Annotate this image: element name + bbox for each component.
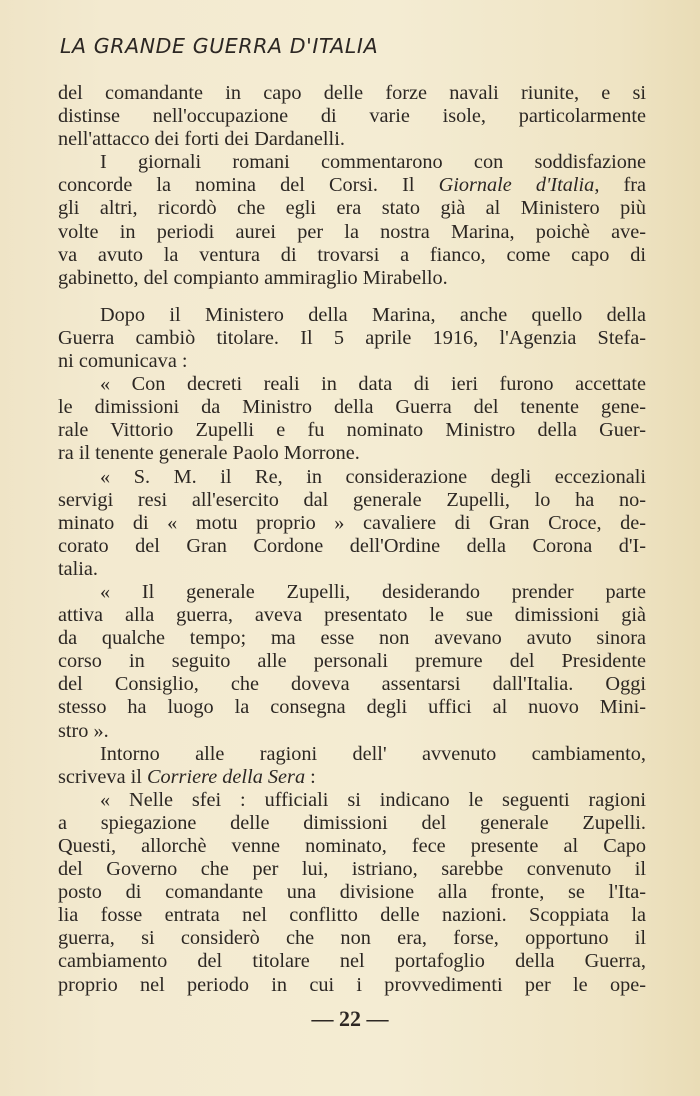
text-line: guerra, si considerò che non era, forse, opportuno il <box>58 927 646 950</box>
text-line: « Con decreti reali in data di ieri furono accettate <box>100 373 646 396</box>
text-line: rale Vittorio Zupelli e fu nominato Ministro della Guer- <box>58 419 646 442</box>
text-line: corso in seguito alle personali premure del Presidente <box>58 650 646 673</box>
text-line: lia fosse entrata nel conflitto delle nazioni. Scoppiata la <box>58 904 646 927</box>
paragraph <box>58 466 646 581</box>
paragraph <box>58 789 646 997</box>
text-line: I giornali romani commentarono con soddisfazione <box>100 151 646 174</box>
text-line: Questi, allorchè venne nominato, fece presente al Capo <box>58 835 646 857</box>
text-line: talia. <box>58 557 98 580</box>
paragraph <box>58 82 646 151</box>
newspaper-title: Corriere della Sera <box>146 765 306 788</box>
paragraph <box>58 304 646 373</box>
text-line: nell'attacco dei forti dei Dardanelli. <box>58 128 345 151</box>
text-line: stesso ha luogo la consegna degli uffici al nuovo Mini- <box>58 696 646 719</box>
paragraph <box>58 373 646 465</box>
text-line: servigi resi all'esercito dal generale Zupelli, lo ha no- <box>58 488 646 511</box>
page-number: — 22 — <box>311 1006 389 1031</box>
body-text <box>58 82 646 997</box>
text-line: gli altri, ricordò che egli era stato già al Ministero più <box>58 197 646 220</box>
text-line: Guerra cambiò titolare. Il 5 aprile 1916, l'Agenzia Stefa- <box>58 326 646 349</box>
text-line: posto di comandante una divisione alla fronte, se l'Ita- <box>58 881 646 904</box>
text-line: le dimissioni da Ministro della Guerra del tenente gene- <box>58 396 646 419</box>
paragraph <box>58 581 646 743</box>
text-line: distinse nell'occupazione di varie isole, particolarmente <box>58 105 646 128</box>
text-line: attiva alla guerra, aveva presentato le sue dimissioni già <box>58 604 646 627</box>
newspaper-title: Giornale d'Italia <box>438 174 595 197</box>
text-line: gabinetto, del compianto ammiraglio Mirabello. <box>58 266 448 289</box>
text-line: volte in periodi aurei per la nostra Marina, poichè ave- <box>58 220 646 243</box>
text-line: del Consiglio, che doveva assentarsi dall'Italia. Oggi <box>58 673 646 696</box>
paragraph <box>58 743 646 789</box>
text-line: « Nelle sfei : ufficiali si indicano le seguenti ragioni <box>100 788 646 811</box>
text-line: « S. M. il Re, in considerazione degli eccezionali <box>100 465 646 488</box>
text-line: Intorno alle ragioni dell' avvenuto cambiamento, <box>100 742 646 765</box>
text-line: del Governo che per lui, istriano, sarebbe convenuto il <box>58 858 646 881</box>
text-line: « Il generale Zupelli, desiderando prender parte <box>100 580 646 603</box>
text-line: proprio nel periodo in cui i provvedimenti per le ope- <box>58 973 646 996</box>
text-line: ni comunicava : <box>58 350 188 373</box>
text-line: va avuto la ventura di trovarsi a fianco, come capo di <box>58 243 646 266</box>
text-line: cambiamento del titolare nel portafoglio della Guerra, <box>58 950 646 973</box>
paragraph <box>58 151 646 290</box>
text-line: da qualche tempo; ma esse non avevano avuto sinora <box>58 627 646 650</box>
text-line: ra il tenente generale Paolo Morrone. <box>58 442 360 465</box>
text-line: corato del Gran Cordone dell'Ordine della Corona d'I- <box>58 534 646 557</box>
text-line: scriveva il Corriere della Sera : <box>58 765 316 788</box>
text-line: concorde la nomina del Corsi. Il Giornale d'Italia, fra <box>58 174 646 197</box>
running-head: LA GRANDE GUERRA D'ITALIA <box>60 34 379 58</box>
text-line: stro ». <box>58 719 109 742</box>
text-line: a spiegazione delle dimissioni del generale Zupelli. <box>58 811 646 834</box>
text-line: Dopo il Ministero della Marina, anche quello della <box>100 303 646 326</box>
text-line: del comandante in capo delle forze navali riunite, e si <box>58 82 646 104</box>
text-line: minato di « motu proprio » cavaliere di Gran Croce, de- <box>58 511 646 534</box>
paragraph-gap <box>58 290 646 304</box>
